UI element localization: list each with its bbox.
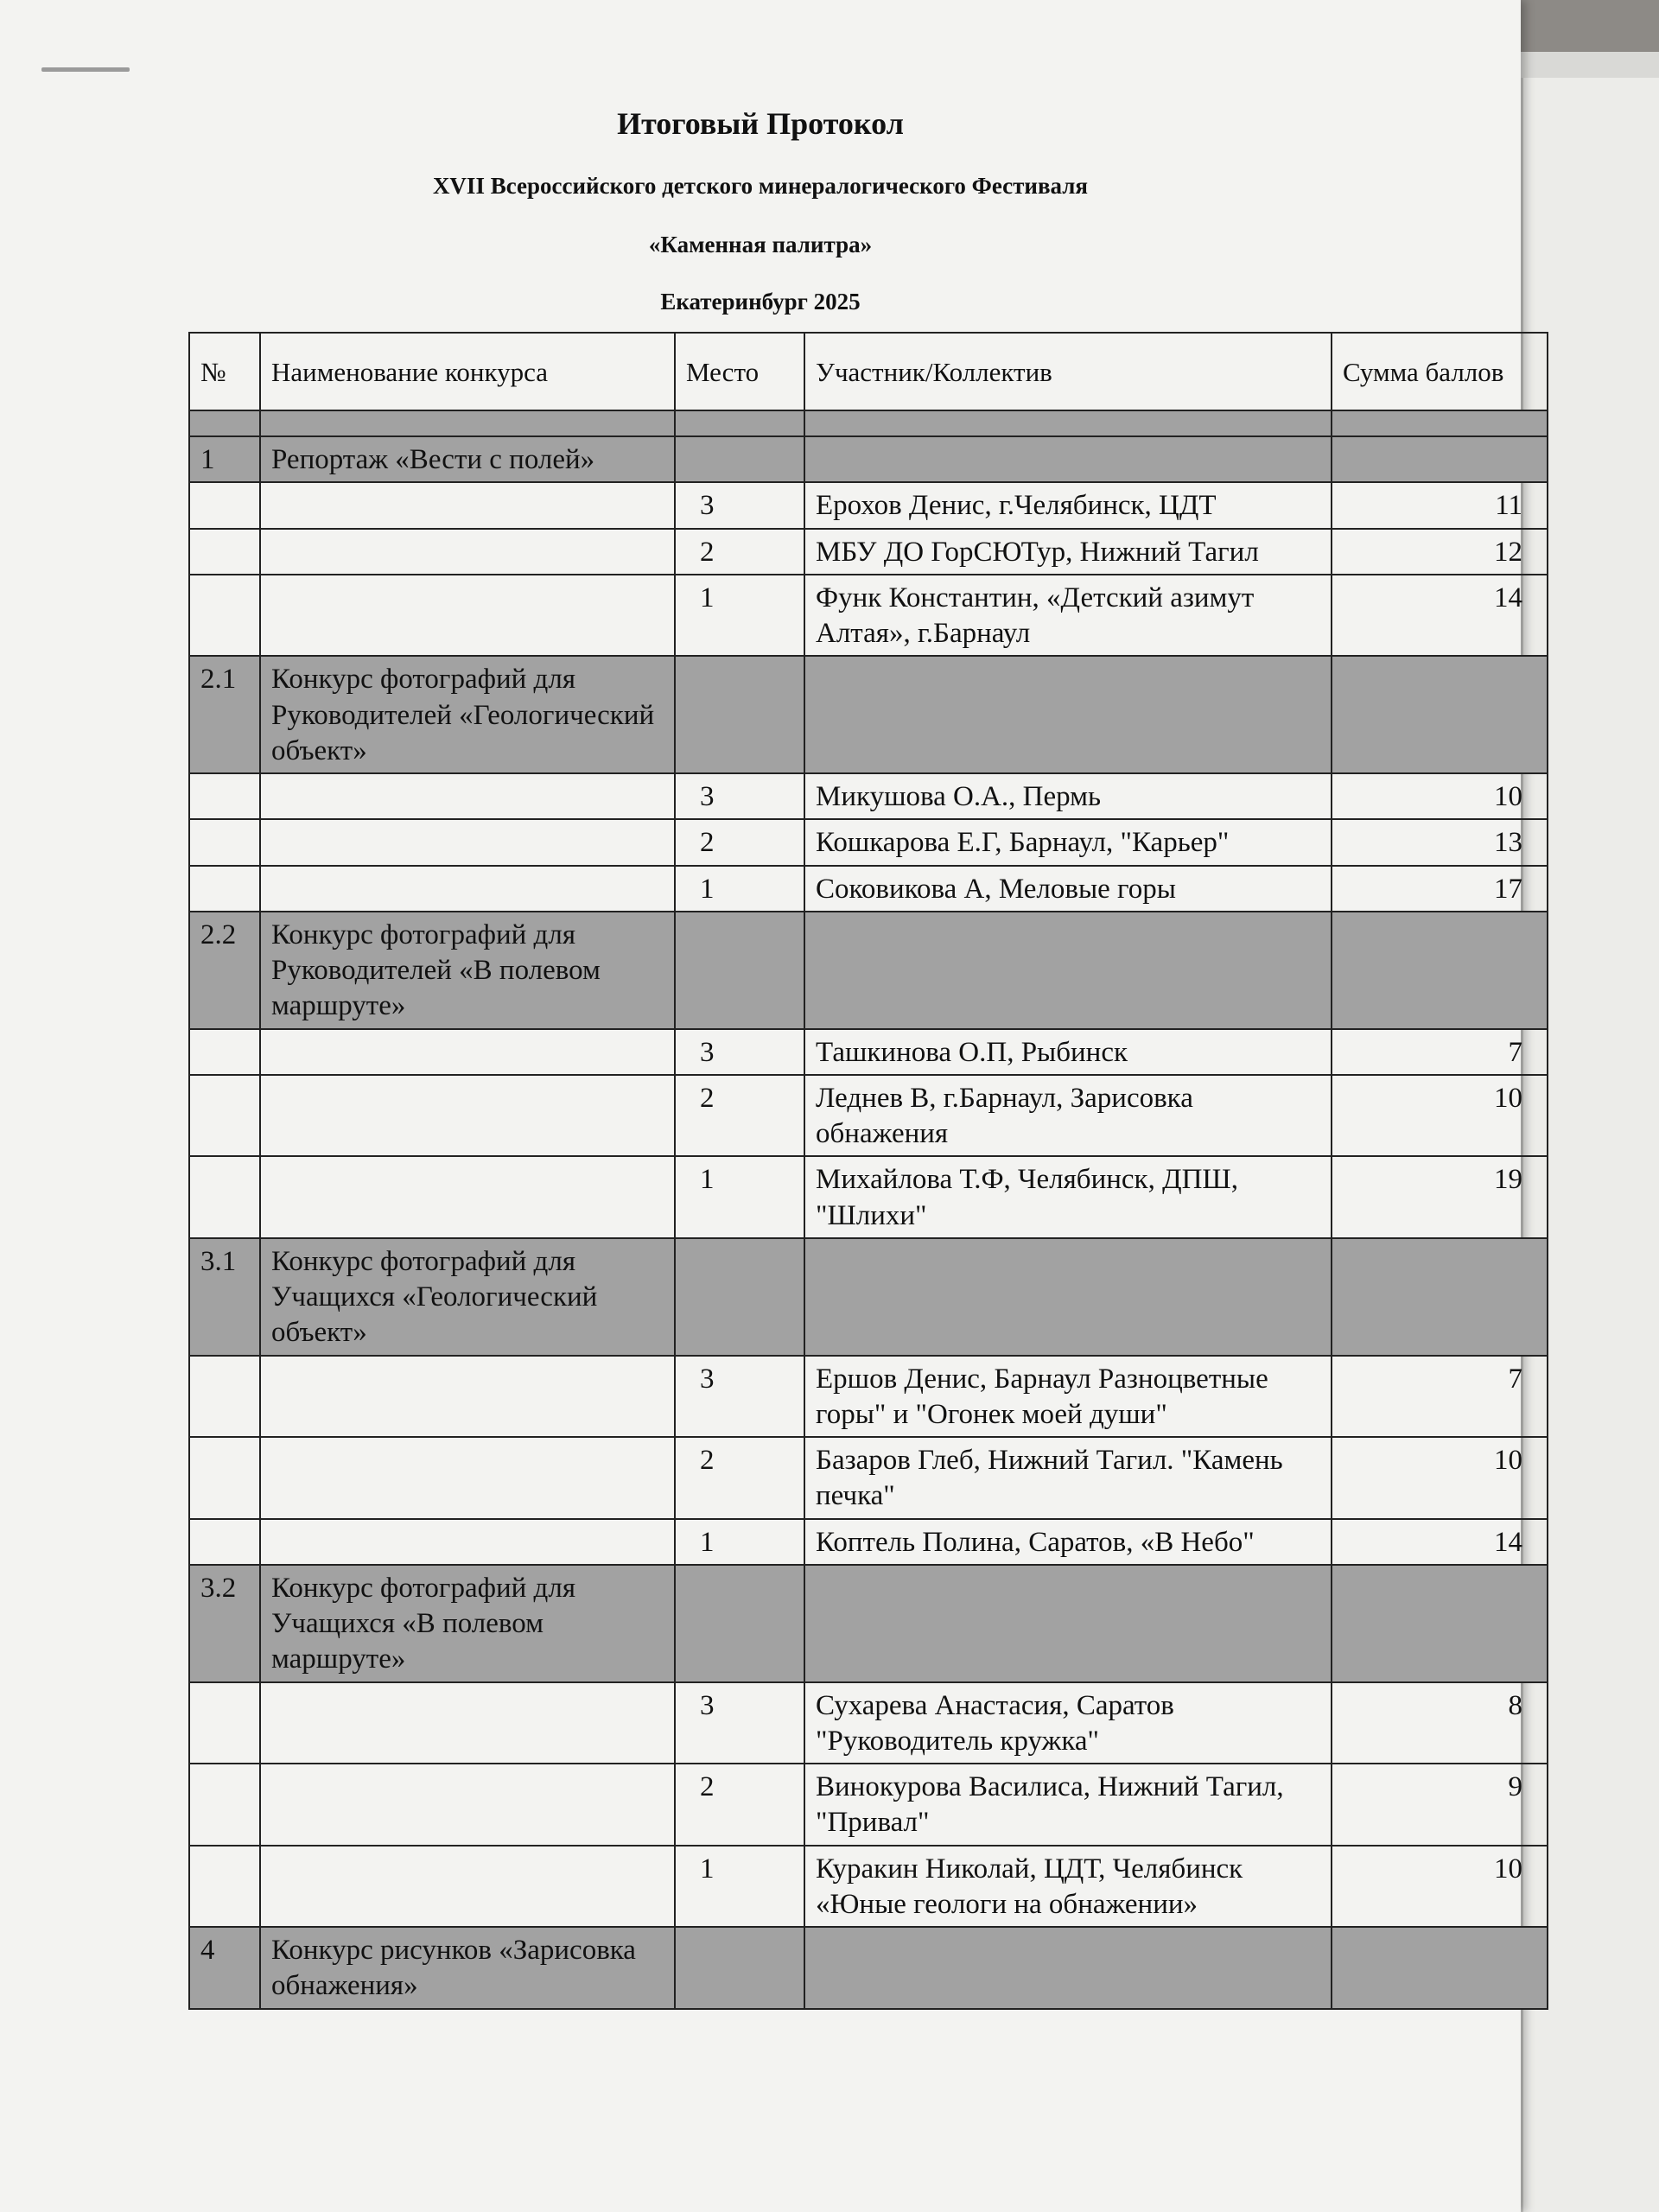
entry-contest-empty	[260, 1682, 675, 1764]
city-year: Екатеринбург 2025	[660, 289, 861, 315]
entry-num-empty	[189, 1682, 260, 1764]
entry-participant: Михайлова Т.Ф, Челябинск, ДПШ, "Шлихи"	[804, 1156, 1332, 1238]
section-number: 2.1	[189, 656, 260, 773]
entry-num-empty	[189, 773, 260, 819]
section-score-empty	[1332, 436, 1548, 482]
section-row	[189, 1238, 1548, 1356]
section-number: 3.2	[189, 1565, 260, 1682]
entry-participant: МБУ ДО ГорСЮТур, Нижний Тагил	[804, 529, 1332, 575]
section-participant-empty	[804, 656, 1332, 773]
entry-participant: Микушова О.А., Пермь	[804, 773, 1332, 819]
entry-contest-empty	[260, 1029, 675, 1075]
entry-participant: Ерохов Денис, г.Челябинск, ЦДТ	[804, 482, 1332, 528]
entry-participant: Базаров Глеб, Нижний Тагил. "Камень печка"	[804, 1437, 1332, 1519]
table-row	[189, 1519, 1548, 1565]
entry-num-empty	[189, 575, 260, 657]
entry-contest-empty	[260, 575, 675, 657]
entry-score: 10	[1332, 773, 1548, 819]
entry-participant: Соковикова А, Меловые горы	[804, 866, 1332, 912]
entry-participant: Куракин Николай, ЦДТ, Челябинск «Юные геологи на обнажении»	[804, 1846, 1332, 1928]
entry-score: 7	[1332, 1029, 1548, 1075]
entry-contest-empty	[260, 819, 675, 865]
entry-participant: Винокурова Василиса, Нижний Тагил, "Привал"	[804, 1764, 1332, 1846]
entry-contest-empty	[260, 1075, 675, 1157]
entry-contest-empty	[260, 1356, 675, 1438]
entry-num-empty	[189, 1029, 260, 1075]
entry-num-empty	[189, 482, 260, 528]
entry-place: 3	[675, 1682, 804, 1764]
section-row	[189, 1927, 1548, 2009]
section-name: Конкурс фотографий для Учащихся «В полевом маршруте»	[260, 1565, 675, 1682]
section-score-empty	[1332, 656, 1548, 773]
section-participant-empty	[804, 912, 1332, 1029]
section-place-empty	[675, 1565, 804, 1682]
table-row	[189, 819, 1548, 865]
entry-contest-empty	[260, 529, 675, 575]
table-row	[189, 482, 1548, 528]
entry-num-empty	[189, 1437, 260, 1519]
entry-place: 1	[675, 866, 804, 912]
table-row	[189, 1437, 1548, 1519]
section-row	[189, 656, 1548, 773]
section-place-empty	[675, 656, 804, 773]
entry-place: 1	[675, 575, 804, 657]
entry-score: 19	[1332, 1156, 1548, 1238]
entry-num-empty	[189, 1075, 260, 1157]
table-header-row	[189, 333, 1548, 410]
table-row	[189, 1356, 1548, 1438]
table-body	[189, 436, 1548, 2009]
section-row	[189, 436, 1548, 482]
entry-participant: Кошкарова Е.Г, Барнаул, "Карьер"	[804, 819, 1332, 865]
section-participant-empty	[804, 1927, 1332, 2009]
entry-participant: Сухарева Анастасия, Саратов "Руководитель кружка"	[804, 1682, 1332, 1764]
entry-place: 2	[675, 819, 804, 865]
table-row	[189, 1846, 1548, 1928]
entry-score: 10	[1332, 1075, 1548, 1157]
entry-place: 2	[675, 1764, 804, 1846]
entry-contest-empty	[260, 1519, 675, 1565]
entry-contest-empty	[260, 773, 675, 819]
section-number: 2.2	[189, 912, 260, 1029]
section-name: Конкурс фотографий для Учащихся «Геологический объект»	[260, 1238, 675, 1356]
entry-place: 1	[675, 1846, 804, 1928]
entry-score: 10	[1332, 1437, 1548, 1519]
section-row	[189, 912, 1548, 1029]
section-participant-empty	[804, 1238, 1332, 1356]
entry-place: 3	[675, 482, 804, 528]
entry-contest-empty	[260, 482, 675, 528]
entry-score: 12	[1332, 529, 1548, 575]
header-participant: Участник/Коллектив	[804, 333, 1332, 410]
entry-num-empty	[189, 866, 260, 912]
section-place-empty	[675, 1238, 804, 1356]
table-row	[189, 1156, 1548, 1238]
document-title: Итоговый Протокол	[617, 106, 904, 141]
entry-num-empty	[189, 1156, 260, 1238]
table-row	[189, 1682, 1548, 1764]
entry-num-empty	[189, 1356, 260, 1438]
festival-name: «Каменная палитра»	[648, 232, 873, 257]
entry-score: 13	[1332, 819, 1548, 865]
entry-place: 2	[675, 1437, 804, 1519]
entry-num-empty	[189, 1519, 260, 1565]
section-score-empty	[1332, 912, 1548, 1029]
entry-participant: Функ Константин, «Детский азимут Алтая», г.Барнаул	[804, 575, 1332, 657]
section-score-empty	[1332, 1238, 1548, 1356]
entry-participant: Леднев В, г.Барнаул, Зарисовка обнажения	[804, 1075, 1332, 1157]
section-place-empty	[675, 1927, 804, 2009]
section-score-empty	[1332, 1565, 1548, 1682]
entry-contest-empty	[260, 1846, 675, 1928]
section-name: Конкурс рисунков «Зарисовка обнажения»	[260, 1927, 675, 2009]
header-place: Место	[675, 333, 804, 410]
entry-place: 1	[675, 1519, 804, 1565]
header-num: №	[189, 333, 260, 410]
entry-contest-empty	[260, 1156, 675, 1238]
entry-contest-empty	[260, 1764, 675, 1846]
entry-score: 17	[1332, 866, 1548, 912]
section-place-empty	[675, 912, 804, 1029]
staple	[41, 67, 130, 72]
entry-num-empty	[189, 1764, 260, 1846]
results-table	[188, 332, 1548, 2010]
section-place-empty	[675, 436, 804, 482]
table-row	[189, 529, 1548, 575]
entry-num-empty	[189, 819, 260, 865]
entry-score: 8	[1332, 1682, 1548, 1764]
section-name: Конкурс фотографий для Руководителей «Геологический объект»	[260, 656, 675, 773]
section-score-empty	[1332, 1927, 1548, 2009]
entry-score: 14	[1332, 1519, 1548, 1565]
entry-place: 2	[675, 529, 804, 575]
table-row	[189, 575, 1548, 657]
entry-score: 14	[1332, 575, 1548, 657]
entry-contest-empty	[260, 866, 675, 912]
section-participant-empty	[804, 436, 1332, 482]
entry-place: 3	[675, 1356, 804, 1438]
section-number: 4	[189, 1927, 260, 2009]
table-row	[189, 1029, 1548, 1075]
section-row	[189, 1565, 1548, 1682]
section-number: 1	[189, 436, 260, 482]
section-number: 3.1	[189, 1238, 260, 1356]
entry-num-empty	[189, 1846, 260, 1928]
table-row	[189, 1075, 1548, 1157]
entry-score: 11	[1332, 482, 1548, 528]
table-row	[189, 773, 1548, 819]
header-score: Сумма баллов	[1332, 333, 1548, 410]
entry-contest-empty	[260, 1437, 675, 1519]
section-name: Конкурс фотографий для Руководителей «В полевом маршруте»	[260, 912, 675, 1029]
entry-score: 10	[1332, 1846, 1548, 1928]
section-name: Репортаж «Вести с полей»	[260, 436, 675, 482]
entry-participant: Коптель Полина, Саратов, «В Небо"	[804, 1519, 1332, 1565]
table-row	[189, 866, 1548, 912]
section-participant-empty	[804, 1565, 1332, 1682]
entry-score: 7	[1332, 1356, 1548, 1438]
entry-participant: Ташкинова О.П, Рыбинск	[804, 1029, 1332, 1075]
entry-place: 3	[675, 1029, 804, 1075]
table-row	[189, 1764, 1548, 1846]
entry-place: 2	[675, 1075, 804, 1157]
entry-place: 1	[675, 1156, 804, 1238]
document-subtitle: XVII Всероссийского детского минералогического Фестиваля	[432, 173, 1089, 199]
header-gap-row	[189, 410, 1548, 436]
entry-score: 9	[1332, 1764, 1548, 1846]
entry-place: 3	[675, 773, 804, 819]
header-contest: Наименование конкурса	[260, 333, 675, 410]
entry-participant: Ершов Денис, Барнаул Разноцветные горы" и "Огонек моей души"	[804, 1356, 1332, 1438]
entry-num-empty	[189, 529, 260, 575]
